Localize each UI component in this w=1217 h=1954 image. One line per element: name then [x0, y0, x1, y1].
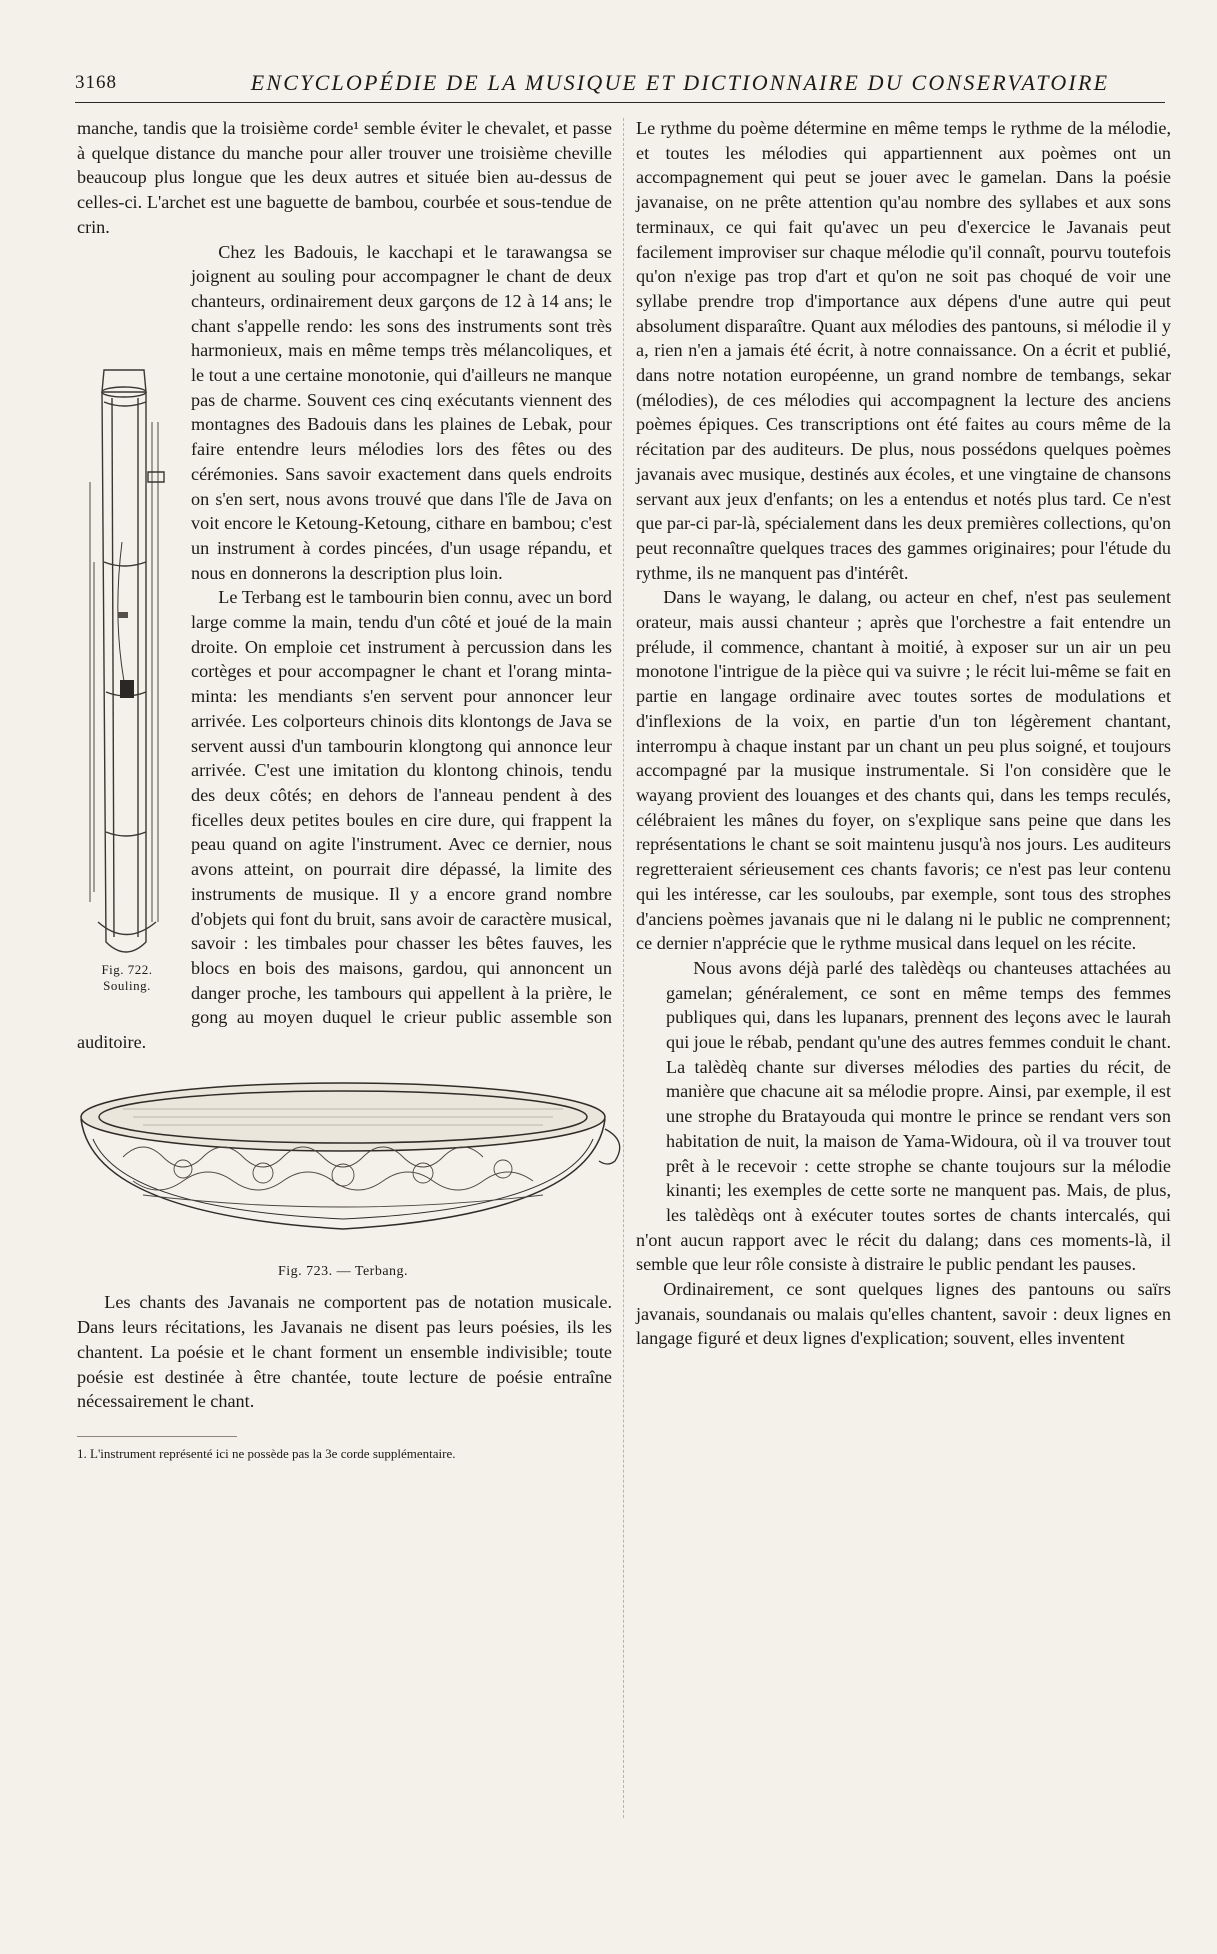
- right-paragraph-4: Ordinairement, ce sont quelques lignes des pantouns ou saïrs javanais, soundanais ou malais qu'elles chantent, savoir : deux lignes en langage figuré et deux lignes d'explication; souvent, elles inventent: [636, 1279, 1171, 1349]
- terbang-illustration: [63, 1069, 623, 1254]
- left-paragraph-4: Les chants des Javanais ne comportent pas de notation musicale. Dans leurs récitations, les Javanais ne disent pas leurs poésies, ils les chantent. La poésie et le chant forment un ensemble indivisible; toute poésie est destinée à être chantée, toute lecture de poésie entraîne nécessairement le chant.: [77, 1292, 612, 1412]
- right-paragraph-3: Nous avons déjà parlé des talèdèqs ou chanteuses attachées au gamelan; généralement, ce sont en même temps des femmes publiques qui, dans les lupanars, prennent des leçons avec le laurah qui joue le rébab, pendant qu'une des autres femmes conduit le chant. La talèdèq chante sur diverses mélodies des parties du récit, de manière que chacune ait sa mélodie propre. Ainsi, par exemple, il est une strophe du Bratayouda qui montre le prince se rendant vers son habitation de nuit, la maison de Yama-Widoura, où il va trouver tout prêt à le recevoir : cette strophe se chante toujours sur la mélodie kinanti; les exemples de cette sorte ne manquent pas. Mais, de plus, les talèdèqs ont à exécuter toutes sortes de chants intercalés, qui n'ont aucun rapport avec le récit du dalang; dans ces moments-là, il semble que leur rôle consiste à distraire le public pendant les pauses.: [636, 957, 1171, 1275]
- left-paragraph-2: Chez les Badouis, le kacchapi et le tarawangsa se joignent au souling pour accompagner le chant de deux chanteurs, ordinairement deux garçons de 12 à 14 ans; le chant s'appelle rendo: les sons des instruments sont très harmonieux, mais en même temps très mélancoliques, et le tout a une certaine monotonie, qui d'ailleurs ne manque pas de charme. Souvent ces cinq exécutants viennent des montagnes des Badouis dans les plaines de Lebak, pour faire entendre leurs mélodies lors des fêtes ou des cérémonies. Sans savoir exactement dans quels endroits on s'en sert, nous avons trouvé que dans l'île de Java on voit encore le Ketoung-Ketoung, cithare en bambou; c'est un instrument à cordes pincées, d'un usage répandu, et nous en donnerons la description plus loin.: [191, 241, 612, 583]
- left-paragraph-3: Le Terbang est le tambourin bien connu, avec un bord large comme la main, tendu d'un côté et joué de la main droite. On emploie cet instrument à percussion dans les cortèges et pour accompagner le chant et l'orang minta-minta: les mendiants s'en servent pour annoncer leur arrivée. Les colporteurs chinois dits klontongs de Java se servent aussi d'un tambourin klongtong qui annonce leur arrivée. C'est une imitation du klontong chinois, tendu des deux côtés; en dehors de l'anneau pendent à des ficelles deux petites boules en cire dure, qui frappent la peau quand on agite l'instrument. Avec ce dernier, nous avons atteint, on pourrait dire dépassé, la limite des instruments de musique. Il y a encore grand nombre d'objets qui font du bruit, sans avoir de caractère musical, savoir : les timbales pour chasser les bêtes fauves, les blocs en bois des maisons, gardou, qui annoncent un danger proche, les tambours qui appellent à la prière, le gong au moyen duquel le crieur public assemble son auditoire.: [77, 587, 612, 1053]
- right-paragraph-2: Dans le wayang, le dalang, ou acteur en chef, n'est pas seulement orateur, mais aussi chanteur ; après que l'orchestre a fait entendre un prélude, il commence, chantant à moitié, à exposer sur un air un peu monotone l'intrigue de la pièce qui va suivre ; le récit lui-même se fait en partie en langage ordinaire avec toutes sortes de modulations et d'inflexions de la voix, en partie d'un ton légèrement chantant, interrompu à chaque instant par un chant un peu plus soigné, et toujours accompagné par la musique instrumentale. Si l'on considère que le wayang provient des louanges et des chants qui, dans les temps reculés, célébraient les mânes du foyer, on s'explique sans peine que dans les représentations le chant se soit maintenu jusqu'à nos jours. Les auditeurs regretteraient sérieusement ces chants favoris; ce n'est pas leur contenu qui les intéresse, car les souloubs, par exemple, sont tous des strophes d'anciens poèmes javanais que ni le dalang ni le public ne comprennent; ce dernier n'apprécie que le rythme musical dans lequel on les récite.: [636, 587, 1171, 954]
- page-header: [75, 70, 1165, 103]
- figure-723-caption: Fig. 723. — Terbang.: [277, 1264, 409, 1280]
- running-title: ENCYCLOPÉDIE DE LA MUSIQUE ET DICTIONNAIRE DU CONSERVATOIRE: [250, 70, 1110, 95]
- figure-722-number: Fig. 722.: [101, 961, 153, 977]
- footnote: [77, 1436, 456, 1462]
- left-column: [77, 116, 612, 1462]
- right-column: [636, 116, 1171, 1351]
- figure-overhang-space: [636, 956, 666, 1216]
- page-number: 3168: [75, 72, 117, 93]
- figure-terbang: [63, 1069, 623, 1281]
- figure-722-caption: Souling.: [103, 977, 151, 993]
- column-divider: [623, 118, 624, 1818]
- left-paragraph-1: manche, tandis que la troisième corde¹ semble éviter le chevalet, et passe à quelque distance du manche pour aller trouver une troisième cheville beaucoup plus longue que les deux autres et située bien au-dessus de celles-ci. L'archet est une baguette de bambou, courbée et sous-tendue de crin.: [77, 118, 612, 237]
- figure-souling: [73, 362, 181, 1007]
- souling-illustration: [82, 362, 172, 962]
- right-paragraph-1: Le rythme du poème détermine en même temps le rythme de la mélodie, et toutes les mélodies qui appartiennent aux poèmes ont un accompagnement qui peut se jouer avec le gamelan. Dans la poésie javanaise, on ne prête attention qu'au nombre des syllabes et aux sons terminaux, ce qui fait qu'avec un peu d'exercice le Javanais peut facilement improviser sur chaque mélodie qu'il connaît, pourvu toutefois qu'on n'exige pas trop d'art et qu'on ne soit pas choqué de voir une syllabe prendre trop d'importance aux dépens d'une autre qui peut absolument disparaître. Quant aux mélodies des pantouns, si mélodie il y a, rien n'en a jamais été écrit, à notre connaissance. On a écrit et publié, dans notre notation européenne, un grand nombre de tembangs, sekar (mélodies), de ces mélodies qui accompagnent la lecture des anciens poèmes épiques. Ces transcriptions ont été faites au cours même de la récitation par des auditeurs. De plus, nous possédons quelques poèmes javanais avec musique, destinés aux écoles, et une vingtaine de chansons servant aux jeux d'enfants; on les a entendus et notés plus tard. Ce n'est que par-ci par-là, spécialement dans les deux premières collections, qu'on peut reconnaître quelques traces des gammes originaires; pour l'étude du rythme, ils ne manquent pas d'intérêt.: [636, 118, 1171, 583]
- footnote-text: 1. L'instrument représenté ici ne possède pas la 3e corde supplémentaire.: [77, 1445, 456, 1461]
